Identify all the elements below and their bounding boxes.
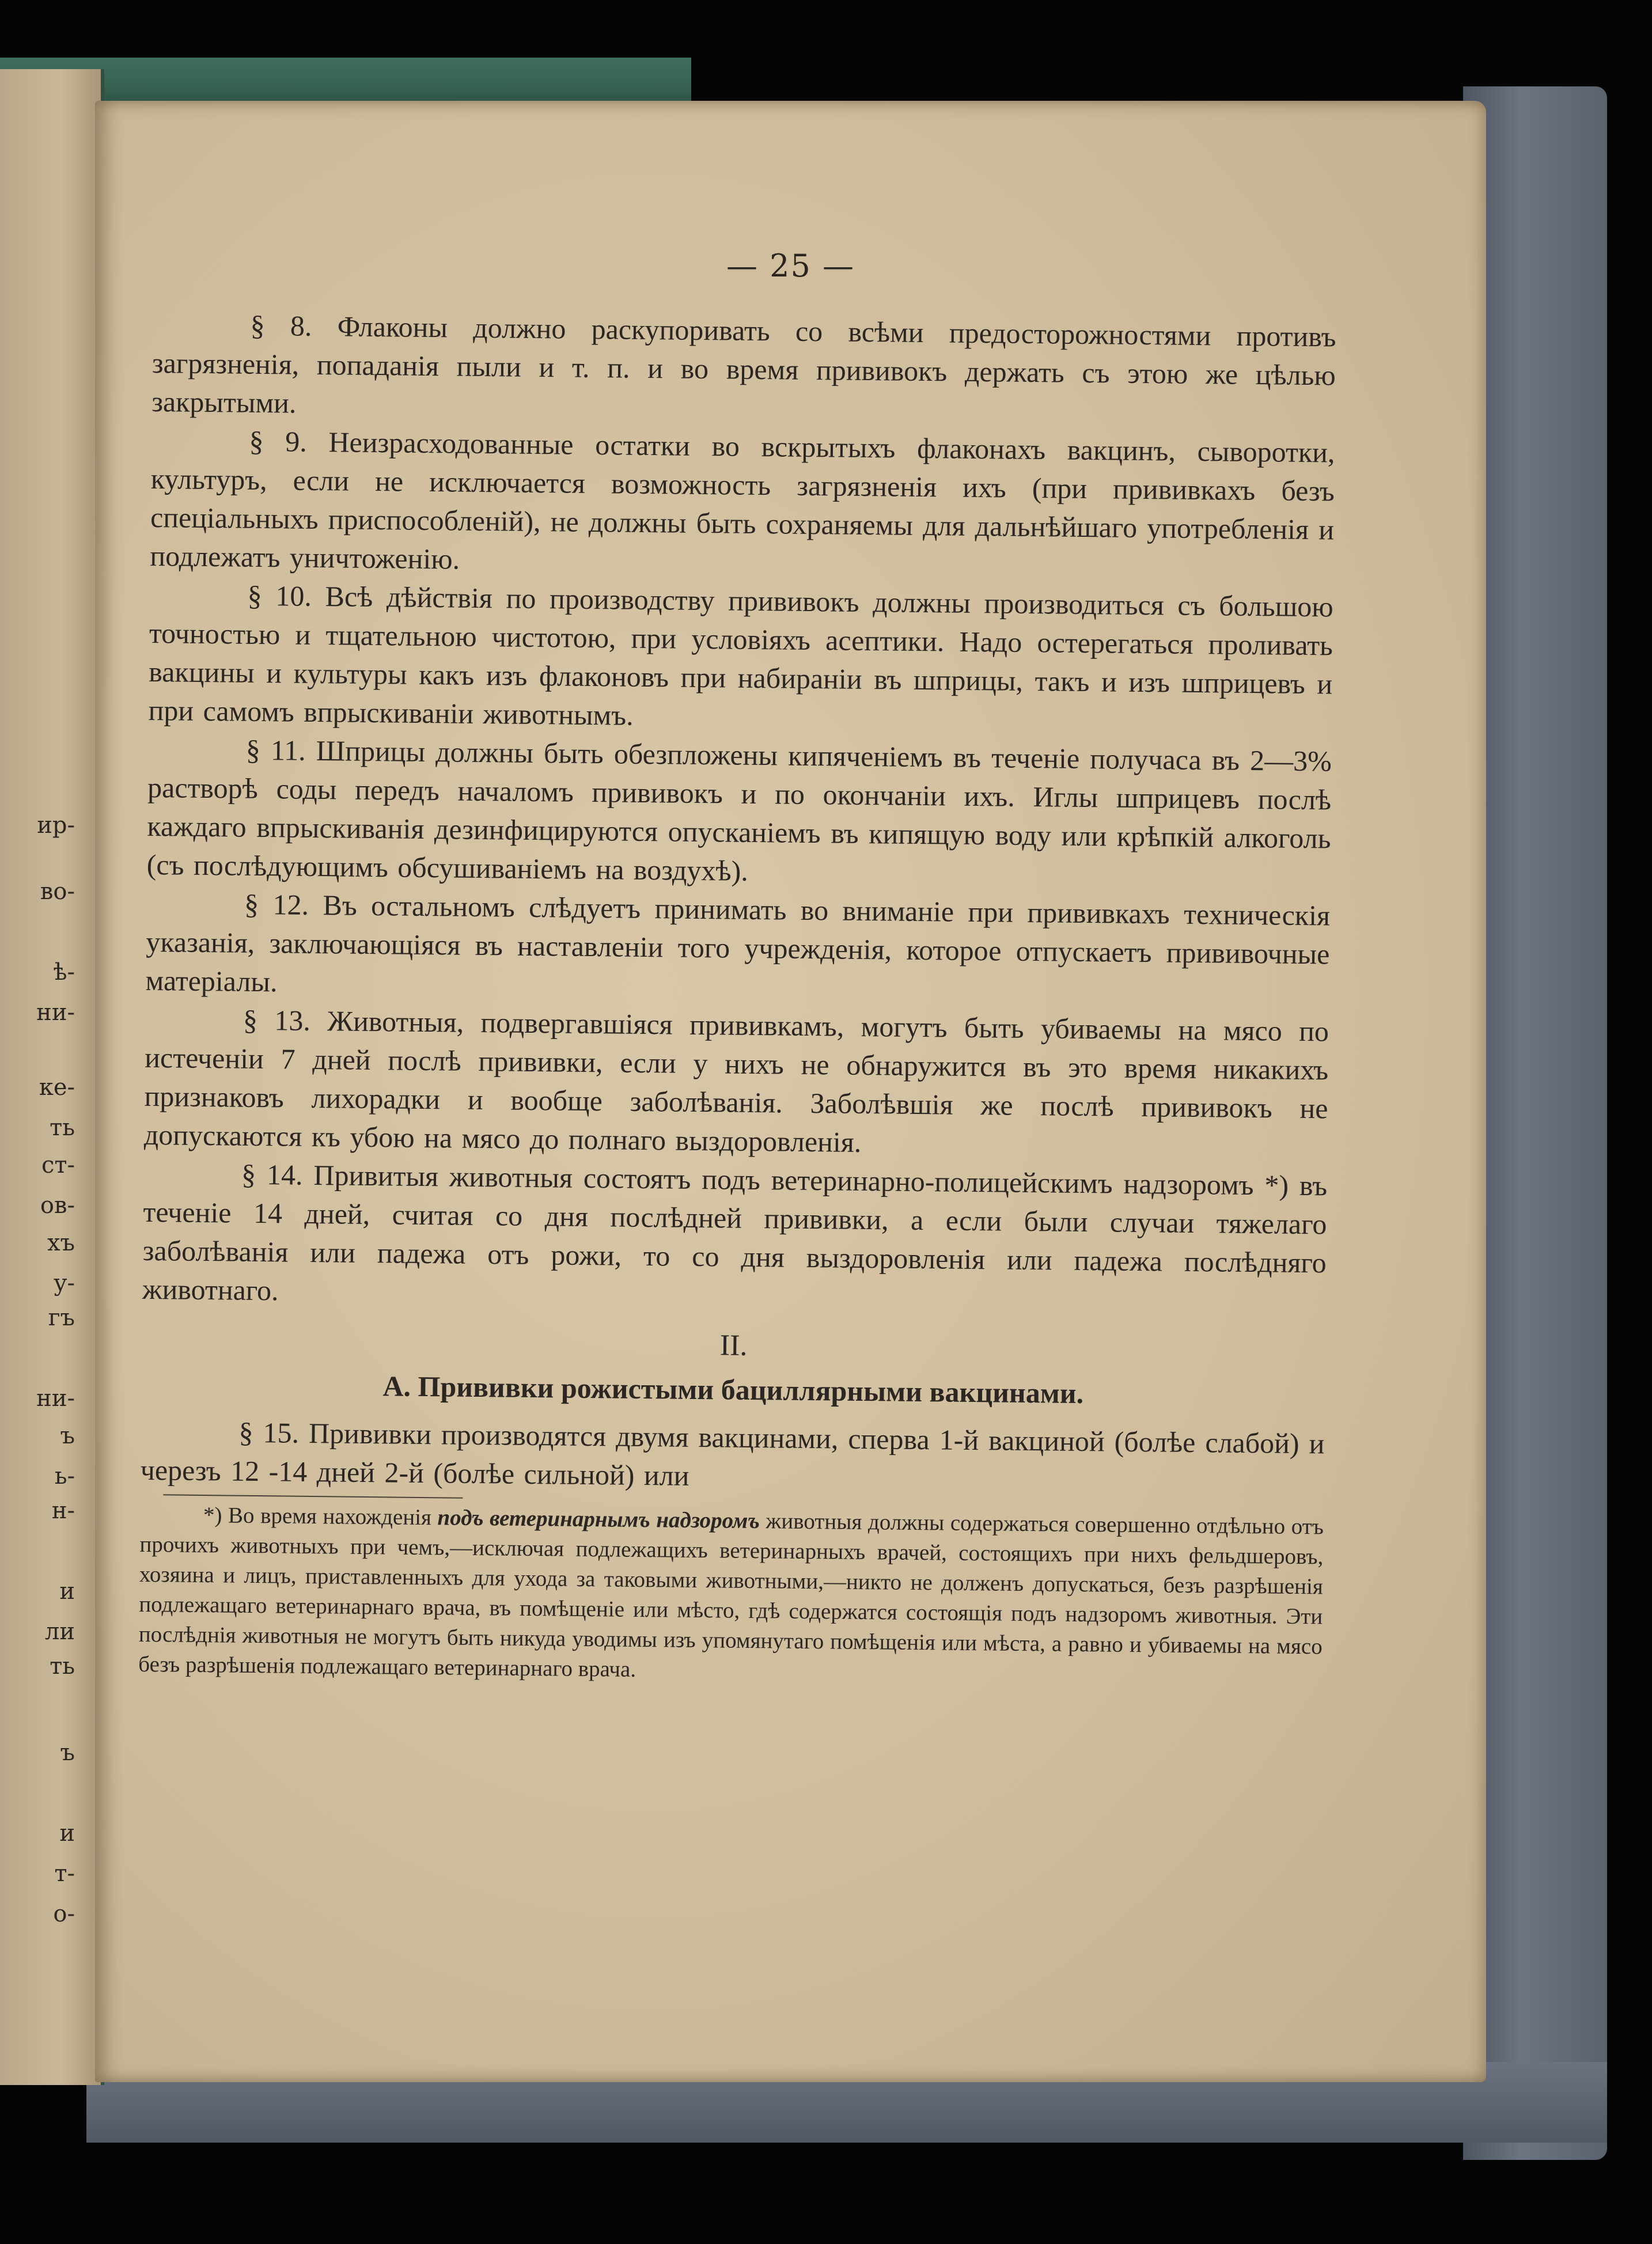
left-fragment: ѣ- — [53, 959, 75, 985]
left-fragment: н- — [51, 1498, 75, 1524]
book-page — [95, 101, 1486, 2082]
footnote-text: животныя должны содержаться совершенно отдѣльно отъ прочихъ животныхъ при чемъ,—исключая подлежащихъ ветеринарныхъ врачей, состоящихъ при нихъ фельдшеровъ, хозяина и лицъ, приставленныхъ для ухода за таковыми животными,—никто не долженъ допускаться, безъ разрѣшенія подлежащаго ветеринарнаго врача, въ помѣщеніе или мѣсто, гдѣ содержатся состоящія подъ надзоромъ животныя. Эти послѣднія животныя не могутъ быть никуда уводимы изъ упомянутаго помѣщенія или мѣста, а равно и убиваемы на мясо безъ разрѣшенія подлежащаго ветеринарнаго врача. — [138, 1508, 1324, 1682]
left-fragment: ть — [50, 1115, 75, 1141]
left-fragment: т- — [54, 1860, 75, 1887]
left-fragment: ь- — [54, 1463, 75, 1489]
left-fragment: ли — [44, 1618, 75, 1645]
left-fragment: во- — [40, 878, 75, 905]
page-number: — 25 — — [726, 248, 855, 284]
previous-page-edge — [0, 69, 104, 2085]
left-fragment: ов- — [40, 1192, 75, 1219]
paragraph-15: § 15. Прививки производятся двумя вакцинами, сперва 1-й вакциной (болѣе слабой) и черезъ 12 -14 дней 2-й (болѣе сильной) или — [140, 1416, 1325, 1492]
paragraph-12: § 12. Въ остальномъ слѣдуетъ принимать во вниманіе при прививкахъ техническія указанія, заключающіяся въ наставленіи того учрежденія, которое отпускаетъ прививочные матеріалы. — [145, 888, 1331, 998]
left-fragment: ир- — [37, 812, 75, 839]
paragraph-14: § 14. Привитыя животныя состоятъ подъ ветеринарно-полицейскимъ надзоромъ *) въ теченіе 14 дней, считая со дня послѣдней прививки, а если были случаи тяжелаго заболѣванія или падежа отъ рожи, то со дня выздоровленія или падежа послѣдняго животнаго. — [142, 1158, 1328, 1307]
left-fragment: и — [59, 1820, 75, 1847]
left-fragment: ть — [50, 1653, 75, 1680]
section-title: А. Прививки рожистыми бациллярными вакцинами. — [382, 1370, 1084, 1410]
left-fragment: и — [59, 1578, 75, 1605]
paragraph-10: § 10. Всѣ дѣйствія по производству прививокъ должны производиться съ большою точностью и тщательною чистотою, при условіяхъ асептики. Надо остерегаться проливать вакцины и культуры какъ изъ флаконовъ при набираніи въ шприцы, такъ и изъ шприцевъ и при самомъ впрыскиваніи животнымъ. — [148, 579, 1333, 731]
page-text — [138, 305, 1336, 1692]
left-fragment: ъ — [60, 1739, 75, 1766]
left-fragment: о- — [53, 1901, 75, 1927]
footnote-divider — [163, 1494, 463, 1498]
left-fragment: у- — [53, 1270, 75, 1297]
paragraph-8: § 8. Флаконы должно раскупоривать со всѣми предосторожностями противъ загрязненія, попаданія пыли и т. п. и во время прививокъ держать съ этою же цѣлью закрытыми. — [151, 309, 1336, 419]
left-fragment: ни- — [36, 1385, 75, 1412]
footnote-emphasis: подъ ветеринарнымъ надзоромъ — [437, 1505, 760, 1534]
footnote-marker: *) Во время нахожденія — [203, 1503, 432, 1530]
section-number: II. — [719, 1329, 748, 1362]
left-fragment: ни- — [36, 999, 75, 1026]
left-fragment: ст- — [41, 1152, 75, 1178]
paragraph-13: § 13. Животныя, подвергавшіяся прививкамъ, могутъ быть убиваемы на мясо по истеченіи 7 дней послѣ прививки, если у нихъ не обнаружится въ это время никакихъ признаковъ лихорадки и вообще заболѣванія. Заболѣвшія же послѣ прививокъ не допускаются къ убою на мясо до полнаго выздоровленія. — [143, 1003, 1329, 1158]
paragraph-11: § 11. Шприцы должны быть обезпложены кипяченіемъ въ теченіе получаса въ 2—3% растворѣ соды передъ началомъ прививокъ и по окончаніи ихъ. Иглы шприцевъ послѣ каждаго впрыскиванія дезинфицируются опусканіемъ въ кипящую воду или крѣпкій алкоголь (съ послѣдующимъ обсушиваніемъ на воздухѣ). — [146, 733, 1332, 887]
footnote — [138, 1500, 1324, 1692]
left-fragment: гъ — [48, 1305, 75, 1331]
paragraph-9: § 9. Неизрасходованные остатки во вскрытыхъ флаконахъ вакцинъ, сыворотки, культуръ, если не исключается возможность загрязненія ихъ (при прививкахъ безъ спеціальныхъ приспособленій), не должны быть сохраняемы для дальнѣйшаго употребленія и подлежатъ уничтоженію. — [150, 424, 1335, 575]
left-fragment: ъ — [60, 1423, 75, 1449]
left-fragment: хъ — [47, 1230, 75, 1256]
left-fragment: ке- — [39, 1074, 75, 1101]
